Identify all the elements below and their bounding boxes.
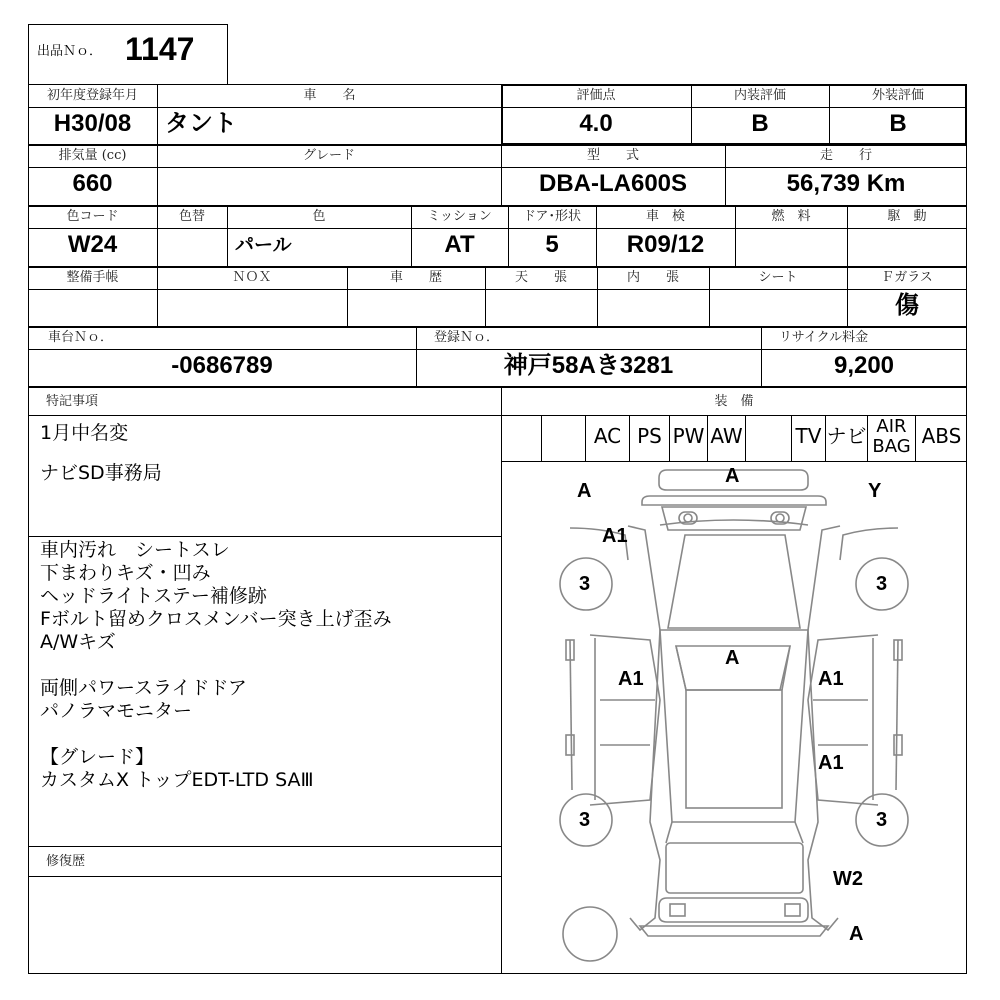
nox-label: ＮＯＸ <box>232 270 272 285</box>
inspection-label: 車 検 <box>645 209 685 224</box>
mileage-value: 56,739 Km <box>786 170 906 197</box>
comment-line: 下まわりキズ・凹み <box>40 562 211 584</box>
comment-line: Fボルト留めクロスメンバー突き上げ歪み <box>40 608 392 630</box>
damage-mark: 3 <box>876 573 888 595</box>
damage-mark: A1 <box>818 668 844 690</box>
model-value: DBA-LA600S <box>538 170 688 197</box>
comment-line: ヘッドライトステー補修跡 <box>40 585 267 607</box>
registration-date-value: H30/08 <box>53 110 132 137</box>
car-history-label: 車 歴 <box>389 270 442 285</box>
recycle-fee-label: リサイクル料金 <box>779 330 869 345</box>
color-label: 色 <box>312 209 326 224</box>
lot-number-label: 出品Ｎｏ． <box>37 44 103 59</box>
model-label: 型 式 <box>586 148 639 163</box>
registration-number-label: 登録Ｎｏ． <box>434 330 500 345</box>
lot-number-box <box>28 24 228 85</box>
grade-label: グレード <box>302 148 355 163</box>
mission-label: ミッション <box>427 209 492 224</box>
exterior-grade-value: B <box>889 110 907 137</box>
comment-line: パノラマモニター <box>40 700 193 722</box>
equipment-item: AC <box>585 415 629 461</box>
damage-mark: 3 <box>876 809 888 831</box>
equipment-label: 装 備 <box>714 394 754 409</box>
displacement-label: 排気量 (cc) <box>58 148 127 163</box>
door-label: ドア･形状 <box>522 209 582 224</box>
equipment-item: TV <box>791 415 825 461</box>
equipment-item: PS <box>629 415 669 461</box>
comment-line: 【グレード】 <box>40 746 155 768</box>
equipment-item <box>745 415 791 461</box>
color-change-label: 色替 <box>178 209 205 224</box>
damage-mark: A <box>725 465 740 487</box>
damage-mark: 3 <box>579 573 591 595</box>
damage-mark: 3 <box>579 809 591 831</box>
damage-mark: A1 <box>618 668 644 690</box>
registration-date-label: 初年度登録年月 <box>46 88 138 103</box>
score-label: 評価点 <box>576 88 616 103</box>
interior-grade-label: 内装評価 <box>733 88 786 103</box>
equipment-row <box>501 415 967 461</box>
notes-line-2: ナビSD事務局 <box>40 462 162 484</box>
car-name-label: 車 名 <box>303 88 356 103</box>
registration-number-value: 神戸58Aき3281 <box>503 352 674 379</box>
chassis-number-value: -0686789 <box>171 352 273 379</box>
mileage-label: 走 行 <box>819 148 872 163</box>
comment-line: カスタムX トップEDT-LTD SAⅢ <box>40 769 314 791</box>
equipment-item: ナビ <box>825 415 867 461</box>
equipment-item: ABS <box>915 415 967 461</box>
front-glass-label: Ｆガラス <box>881 270 933 285</box>
exterior-grade-label: 外装評価 <box>871 88 924 103</box>
score-value: 4.0 <box>579 110 613 137</box>
roof-label: 天 張 <box>514 270 567 285</box>
damage-mark: A1 <box>602 525 628 547</box>
notes-label: 特記事項 <box>46 394 99 409</box>
equipment-item: PW <box>669 415 707 461</box>
recycle-fee-value: 9,200 <box>833 352 895 379</box>
inspection-value: R09/12 <box>626 231 705 258</box>
displacement-value: 660 <box>72 170 113 197</box>
damage-mark: A <box>577 480 592 502</box>
color-code-value: W24 <box>67 231 118 258</box>
interior-grade-value: B <box>751 110 769 137</box>
lot-number-value: 1147 <box>125 31 195 67</box>
equipment-item: AIR BAG <box>867 415 915 461</box>
notes-line-1: 1月中名変 <box>40 422 129 444</box>
maintenance-book-label: 整備手帳 <box>66 270 119 285</box>
comment-line: 車内汚れ シートスレ <box>40 539 230 561</box>
damage-mark: A <box>725 647 740 669</box>
damage-mark: Y <box>868 480 882 502</box>
car-name-value: タント <box>165 110 237 137</box>
mission-value: AT <box>444 231 475 258</box>
equipment-item <box>541 415 585 461</box>
fuel-label: 燃 料 <box>771 209 811 224</box>
interior-roof-label: 内 張 <box>626 270 679 285</box>
equipment-item: AW <box>707 415 745 461</box>
comment-line: A/Wキズ <box>40 631 116 653</box>
comment-line: 両側パワースライドドア <box>40 677 247 699</box>
damage-mark: A1 <box>818 752 844 774</box>
repair-history-label: 修復歴 <box>46 854 86 869</box>
color-code-label: 色コード <box>66 209 119 224</box>
damage-mark: W2 <box>833 868 863 890</box>
drive-label: 駆 動 <box>887 209 927 224</box>
seat-label: シート <box>758 270 798 285</box>
chassis-number-label: 車台Ｎｏ． <box>48 330 114 345</box>
damage-mark: A <box>849 923 864 945</box>
color-value: パール <box>235 235 292 256</box>
door-value: 5 <box>545 231 559 258</box>
front-glass-value: 傷 <box>895 292 919 319</box>
